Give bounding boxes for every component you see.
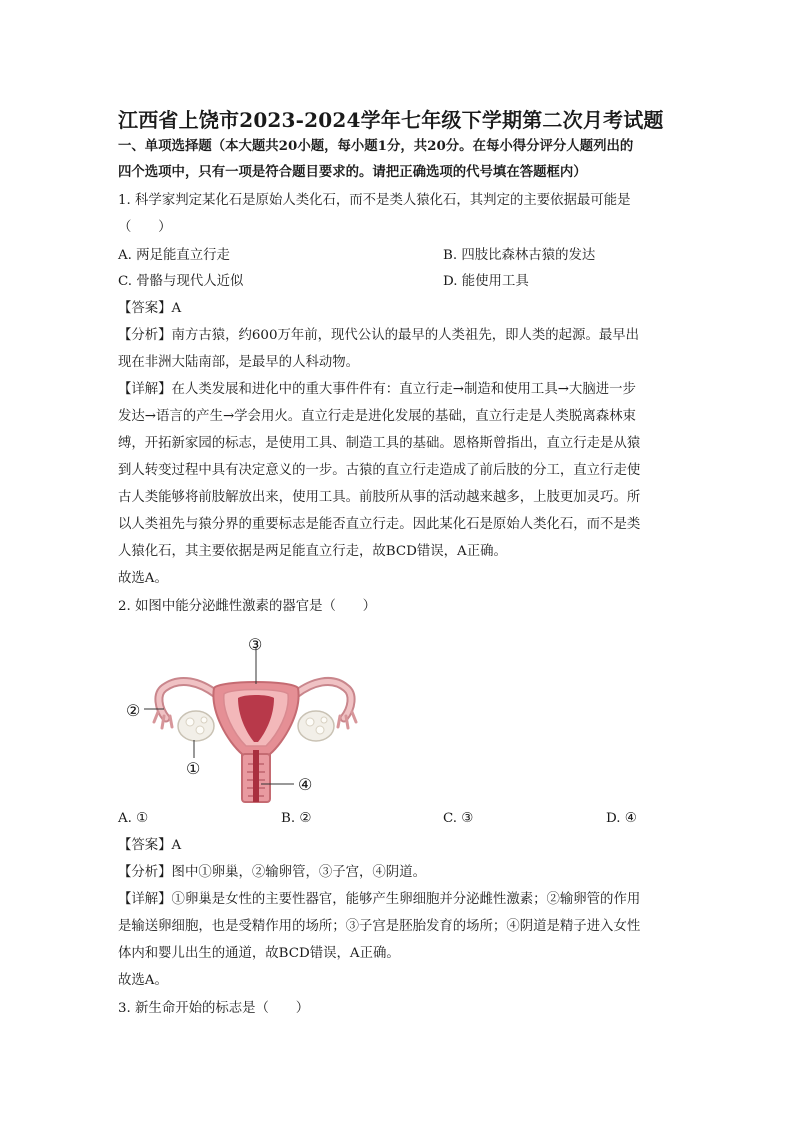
q2-detail-line: 是输送卵细胞，也是受精作用的场所；③子宫是胚胎发育的场所；④阴道是精子进入女性 — [118, 919, 641, 934]
q1-option-d: D. 能使用工具 — [443, 274, 529, 289]
q2-detail-line: 【详解】①卵巢是女性的主要性器官，能够产生卵细胞并分泌雌性激素；②输卵管的作用 — [118, 892, 641, 907]
q2-option-c: C. ③ — [443, 811, 474, 826]
q1-detail-line: 人猿化石，其主要依据是两足能直立行走，故BCD错误，A正确。 — [118, 544, 507, 559]
q2-choose: 故选A。 — [118, 973, 168, 988]
q2-answer: 【答案】A — [118, 838, 182, 853]
q2-analysis: 【分析】图中①卵巢，②输卵管，③子宫，④阴道。 — [118, 865, 426, 880]
q1-analysis-line-2: 现在非洲大陆南部，是最早的人科动物。 — [118, 355, 360, 370]
q1-option-b: B. 四肢比森林古猿的发达 — [443, 248, 596, 263]
q1-detail-line: 以人类祖先与猿分界的重要标志是能否直立行走。因此某化石是原始人类化石，而不是类 — [118, 517, 641, 532]
right-ovary — [298, 711, 334, 741]
q3-stem: 3. 新生命开始的标志是（ ） — [118, 1001, 310, 1016]
q1-option-a: A. 两足能直立行走 — [118, 248, 230, 263]
q2-stem: 2. 如图中能分泌雌性激素的器官是（ ） — [118, 599, 377, 614]
section-instructions-line-1: 一、单项选择题（本大题共20小题，每小题1分，共20分。在每小得分评分人题列出的 — [118, 138, 634, 154]
q1-stem: 1. 科学家判定某化石是原始人类化石，而不是类人猿化石，其判定的主要依据最可能是 — [118, 193, 631, 208]
q1-detail-line: 到人转变过程中具有决定意义的一步。古猿的直立行走造成了前后肢的分工，直立行走使 — [118, 463, 641, 478]
label-3: ③ — [248, 635, 263, 654]
q2-option-a: A. ① — [118, 811, 149, 826]
q1-stem-bracket: （ ） — [118, 220, 172, 235]
q2-option-d: D. ④ — [606, 811, 637, 826]
q2-detail-line: 体内和婴儿出生的通道，故BCD错误，A正确。 — [118, 946, 400, 961]
q1-option-c: C. 骨骼与现代人近似 — [118, 274, 244, 289]
page-title: 江西省上饶市2023-2024学年七年级下学期第二次月考试题 — [118, 108, 664, 132]
label-4: ④ — [298, 775, 313, 794]
q1-answer: 【答案】A — [118, 301, 182, 316]
q1-analysis-line-1: 【分析】南方古猿，约600万年前，现代公认的最早的人类祖先，即人类的起源。最早出 — [118, 328, 640, 343]
q1-detail-line: 【详解】在人类发展和进化中的重大事件件有：直立行走→制造和使用工具→大脑进一步 — [118, 382, 636, 397]
q1-detail-line: 发达→语言的产生→学会用火。直立行走是进化发展的基础，直立行走是人类脱离森林束 — [118, 409, 636, 424]
q2-option-b: B. ② — [281, 811, 312, 826]
label-2: ② — [126, 701, 141, 720]
left-ovary — [178, 711, 214, 741]
q1-detail-line: 缚，开拓新家园的标志，是使用工具、制造工具的基础。恩格斯曾指出，直立行走是从猿 — [118, 436, 641, 451]
q1-detail-line: 古人类能够将前肢解放出来，使用工具。前肢所从事的活动越来越多，上肢更加灵巧。所 — [118, 490, 641, 505]
label-1: ① — [186, 759, 201, 778]
section-instructions-line-2: 四个选项中，只有一项是符合题目要求的。请把正确选项的代号填在答题框内） — [118, 164, 587, 180]
uterus-diagram — [120, 632, 360, 804]
q1-choose: 故选A。 — [118, 571, 168, 586]
